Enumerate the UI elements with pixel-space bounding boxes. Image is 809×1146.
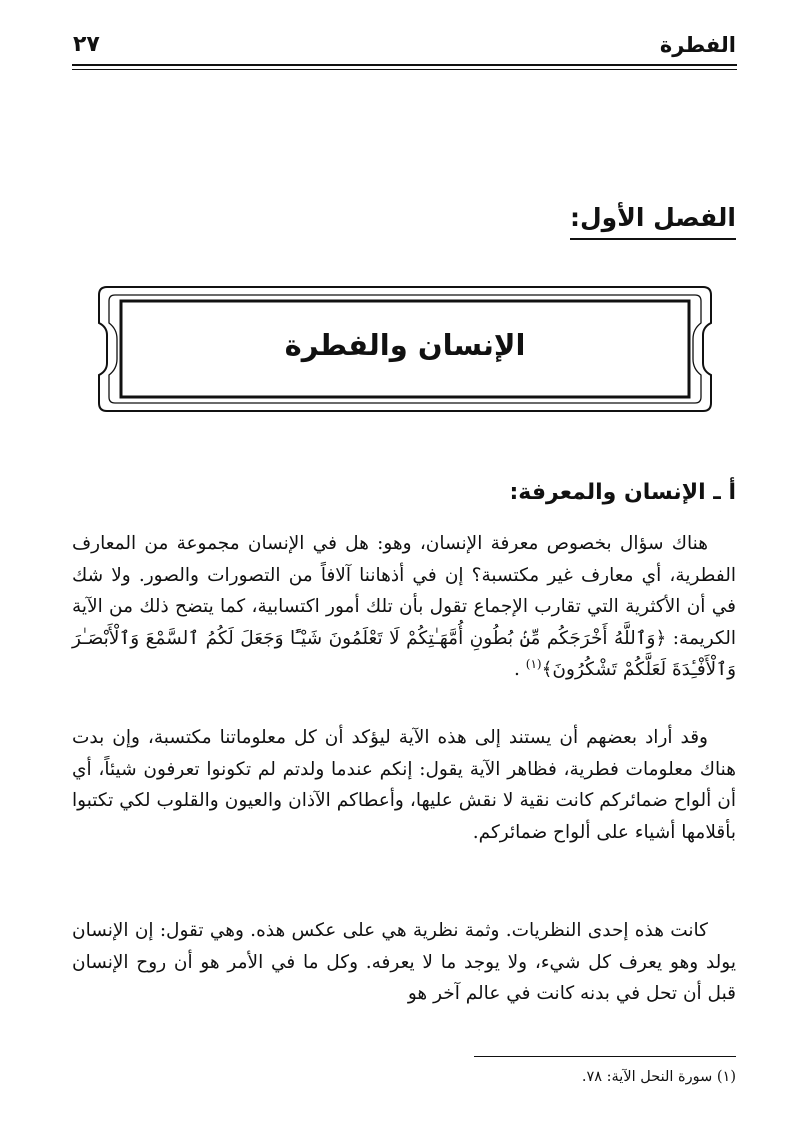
footnote-rule [474, 1056, 736, 1057]
paragraph-1 [72, 528, 736, 686]
paragraph-3-text: كانت هذه إحدى النظريات. وثمة نظرية هي على عكس هذه. وهي تقول: إن الإنسان يولد وهو يعرف كل شيء، ولا يوجد ما لا يعرفه. وكل ما في الأمر هو أن روح الإنسان قبل أن تحل في بدنه كانت في عالم آخر هو [72, 920, 736, 1004]
section-heading: أ ـ الإنسان والمعرفة: [509, 480, 736, 505]
page-number: ٢٧ [73, 32, 100, 57]
paragraph-2 [72, 722, 736, 848]
chapter-title-frame [95, 283, 715, 415]
header-rule [72, 64, 737, 66]
chapter-label: الفصل الأول: [570, 200, 736, 240]
footnote-ref: (١) [525, 656, 542, 671]
quran-verse: ﴿وَٱللَّهُ أَخْرَجَكُم مِّنۢ بُطُونِ أُمَّهَـٰتِكُمْ لَا تَعْلَمُونَ شَيْـًٔا وَجَعَلَ لَكُمُ ٱلسَّمْعَ وَٱلْأَبْصَـٰرَ وَٱلْأَفْـِٔدَةَ لَعَلَّكُمْ تَشْكُرُونَ﴾ [72, 627, 736, 680]
footnote: (١) سورة النحل الآية: ٧٨. [581, 1069, 736, 1085]
chapter-title: الإنسان والفطرة [284, 328, 526, 362]
paragraph-1-end: . [514, 659, 526, 680]
header-rule-thin [72, 69, 737, 70]
paragraph-3 [72, 915, 736, 1010]
paragraph-2-text: وقد أراد بعضهم أن يستند إلى هذه الآية ليؤكد أن كل معلوماتنا مكتسبة، وإن بدت هناك معلومات فطرية، فظاهر الآية يقول: إنكم عندما ولدتم لم تكونوا تعرفون شيئاً، أي أن ألواح ضمائركم كانت نقية لا نقش عليها، وأعطاكم الآذان والعيون والقلوب لكي تكتبوا بأقلامها أشياء على ألواح ضمائركم. [72, 727, 736, 843]
paragraph-1-text: هناك سؤال بخصوص معرفة الإنسان، وهو: هل في الإنسان مجموعة من المعارف الفطرية، أي معارف غير مكتسبة؟ إن في أذهاننا آلافاً من التصورات والصور. ولا شك في أن الأكثرية التي تقارب الإجماع تقول بأن تلك أمور اكتسابية، كما يتضح ذلك من الآية الكريمة: [72, 533, 737, 649]
running-title: الفطرة [659, 33, 736, 57]
